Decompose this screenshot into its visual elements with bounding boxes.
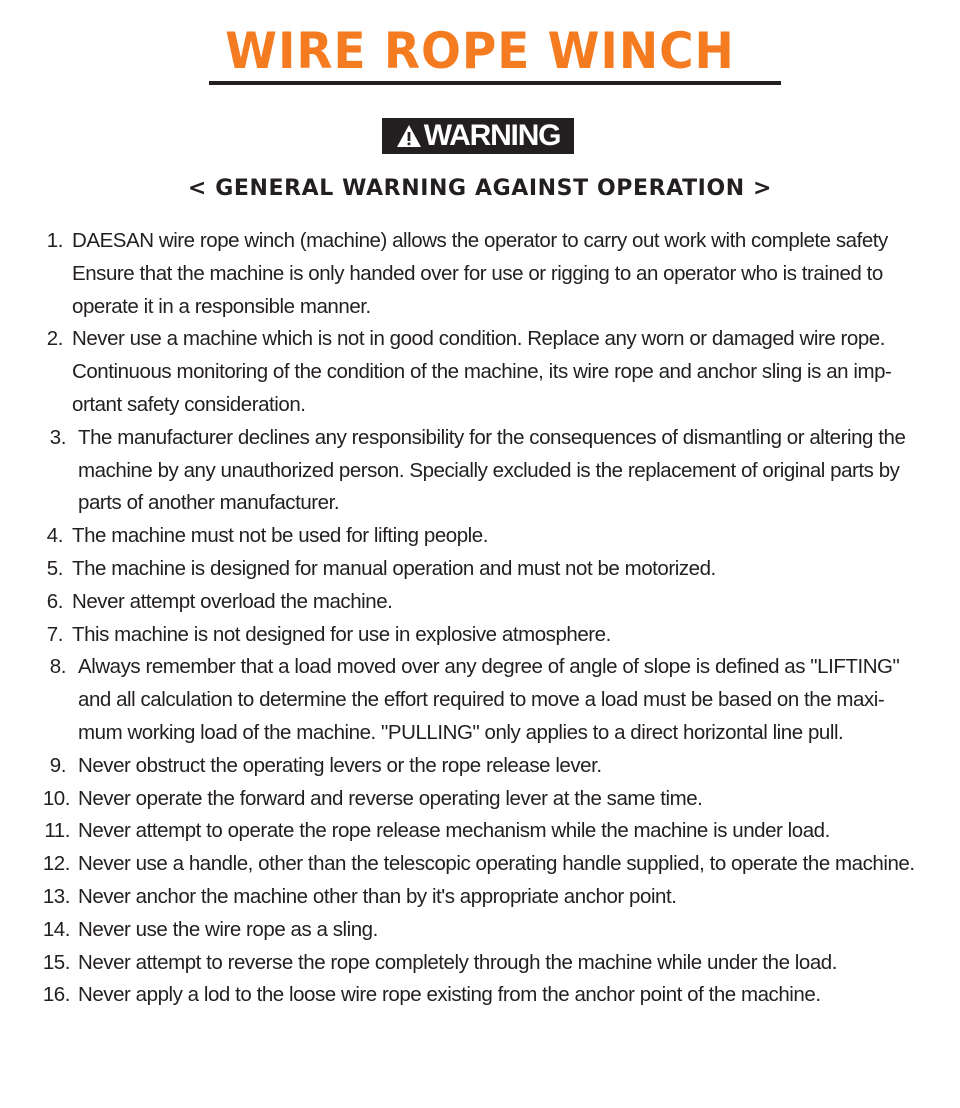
warning-triangle-icon: [396, 124, 422, 148]
list-item-text: ortant safety consideration.: [72, 392, 306, 416]
list-item-text: operate it in a responsible manner.: [72, 294, 371, 318]
list-item: [0, 651, 960, 749]
list-item-text: Never use a machine which is not in good condition. Replace any worn or damaged wire rope.: [72, 327, 886, 351]
list-item-text: Never attempt to reverse the rope completely through the machine while under the load.: [78, 950, 837, 974]
list-item-text: Never operate the forward and reverse operating lever at the same time.: [78, 786, 703, 810]
list-item: [0, 750, 960, 783]
list-item-text: Never attempt to operate the rope release mechanism while the machine is under load.: [78, 819, 830, 843]
list-item-text: Ensure that the machine is only handed over for use or rigging to an operator who is trained to: [72, 261, 883, 285]
list-item-text: Never apply a lod to the loose wire rope existing from the anchor point of the machine.: [78, 983, 821, 1007]
list-item: [0, 323, 960, 421]
list-item-number: 1.: [46, 229, 63, 252]
list-item-text: The manufacturer declines any responsibility for the consequences of dismantling or altering the: [78, 425, 906, 449]
list-item: [0, 815, 960, 848]
list-item-number: 9.: [49, 753, 66, 777]
list-item: [0, 914, 960, 947]
list-item-text: Never anchor the machine other than by it's appropriate anchor point.: [78, 884, 677, 908]
page-title: WIRE ROPE WINCH: [225, 22, 735, 80]
list-item-text: parts of another manufacturer.: [78, 491, 340, 515]
list-item: [0, 979, 960, 1012]
list-item-text: and all calculation to determine the effort required to move a load must be based on the maxi-: [78, 688, 885, 712]
list-item-number: 2.: [46, 327, 63, 351]
list-item: [0, 848, 960, 881]
list-item: [0, 520, 960, 553]
list-item-text: machine by any unauthorized person. Specially excluded is the replacement of original parts by: [78, 458, 900, 482]
list-item-number: 10.: [42, 786, 70, 810]
list-item: [0, 783, 960, 816]
list-item-number: 12.: [42, 852, 70, 876]
list-item-text: mum working load of the machine. "PULLING" only applies to a direct horizontal line pull.: [78, 720, 844, 744]
list-item-text: The machine must not be used for lifting people.: [72, 524, 488, 548]
list-item-number: 8.: [49, 655, 66, 679]
list-item-number: 5.: [46, 556, 63, 580]
list-item: [0, 947, 960, 980]
list-item: [0, 586, 960, 619]
warning-badge: [382, 118, 574, 154]
list-item-number: 11.: [44, 819, 70, 843]
list-item-text: Never obstruct the operating levers or the rope release lever.: [78, 753, 602, 777]
list-item-text: Never use the wire rope as a sling.: [78, 917, 378, 941]
list-item: [0, 619, 960, 652]
list-item-text: The machine is designed for manual operation and must not be motorized.: [72, 556, 716, 580]
warning-list: [0, 225, 960, 1012]
list-item-text: Never attempt overload the machine.: [72, 589, 393, 613]
list-item-number: 13.: [42, 884, 70, 908]
list-item-text: Always remember that a load moved over any degree of angle of slope is defined as "LIFTING": [78, 655, 900, 679]
list-item: [0, 881, 960, 914]
list-item-number: 6.: [46, 589, 63, 613]
list-item-number: 14.: [42, 917, 70, 941]
list-item-number: 4.: [46, 524, 63, 548]
list-item-number: 7.: [46, 622, 63, 646]
section-subtitle: < GENERAL WARNING AGAINST OPERATION >: [187, 176, 773, 201]
list-item: [0, 422, 960, 520]
list-item: [0, 225, 960, 323]
list-item-text: Never use a handle, other than the telescopic operating handle supplied, to operate the machine.: [78, 852, 915, 876]
list-item-text: Continuous monitoring of the condition of the machine, its wire rope and anchor sling is an imp-: [72, 360, 892, 384]
warning-label: WARNING: [423, 119, 561, 152]
list-item-number: 3.: [49, 425, 66, 449]
list-item-text: DAESAN wire rope winch (machine) allows the operator to carry out work with complete safety: [72, 229, 888, 252]
title-underline: [209, 81, 781, 85]
list-item: [0, 553, 960, 586]
list-item-text: This machine is not designed for use in explosive atmosphere.: [72, 622, 611, 646]
list-item-number: 15.: [42, 950, 70, 974]
list-item-number: 16.: [42, 983, 70, 1007]
